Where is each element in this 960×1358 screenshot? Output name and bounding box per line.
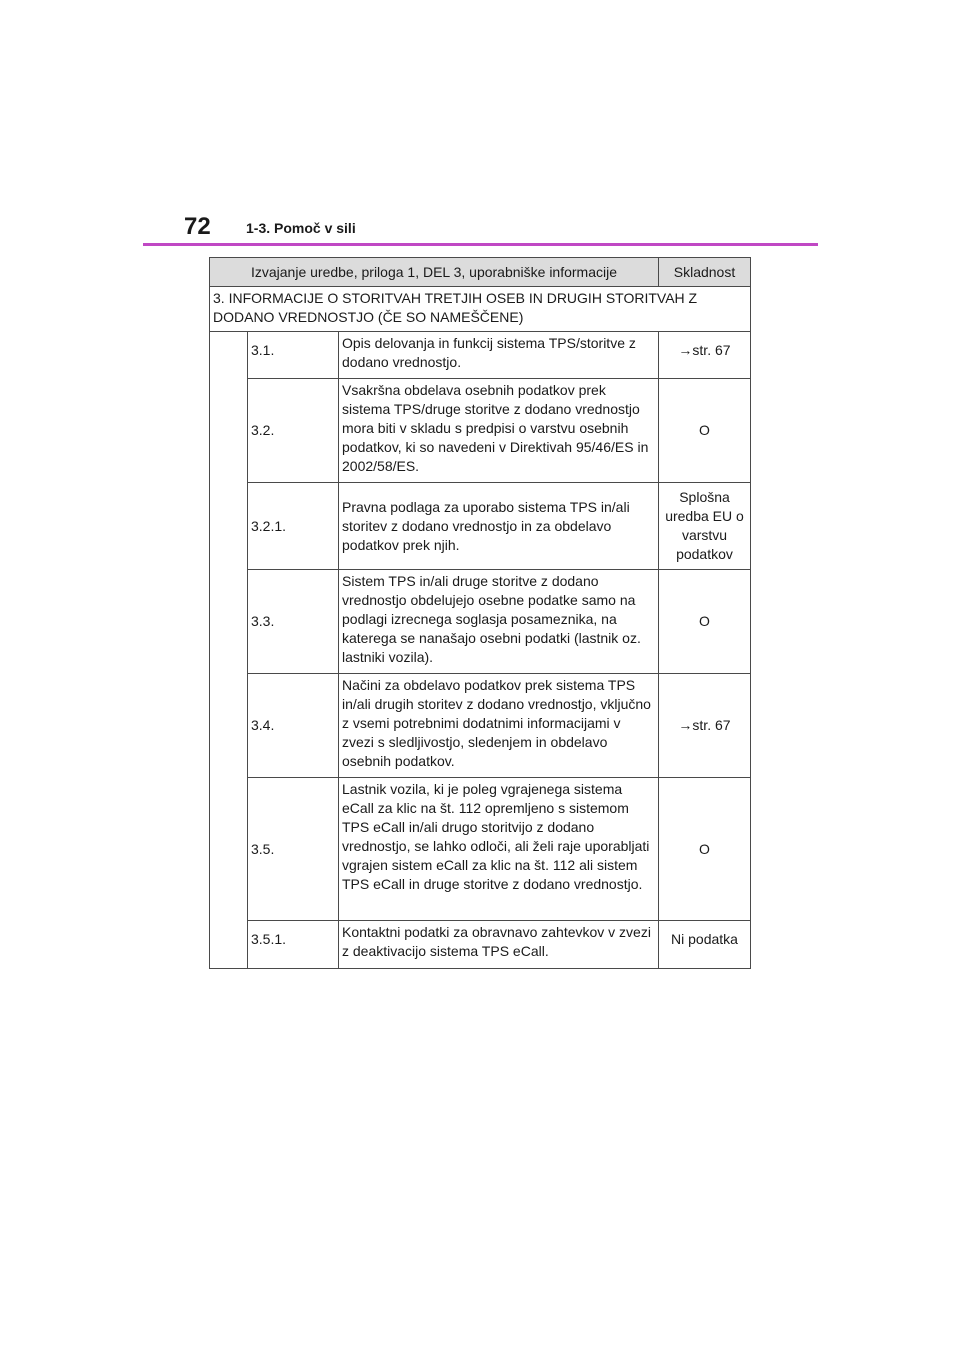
table-row <box>210 483 751 570</box>
row-number: 3.1. <box>248 332 339 379</box>
header-divider <box>143 243 818 246</box>
row-compliance: O <box>659 379 751 483</box>
section-heading: 3. INFORMACIJE O STORITVAH TRETJIH OSEB IN DRUGIH STORITVAH Z DODANO VREDNOSTJO (ČE SO NAMEŠČENE) <box>210 287 751 332</box>
row-compliance: →str. 67 <box>659 674 751 778</box>
table-row <box>210 921 751 969</box>
page-number: 72 <box>184 213 211 240</box>
table-row <box>210 778 751 921</box>
row-description: Pravna podlaga za uporabo sistema TPS in/ali storitev z dodano vrednostjo in za obdelavo podatkov prek njih. <box>339 483 659 570</box>
row-compliance: →str. 67 <box>659 332 751 379</box>
row-description: Sistem TPS in/ali druge storitve z dodano vrednostjo obdelujejo osebne podatke samo na podlagi izrecnega soglasja posameznika, na katerega se nanašajo osebni podatki (lastnik oz. lastniki vozila). <box>339 570 659 674</box>
section-heading-row <box>210 287 751 332</box>
table-header-row <box>210 258 751 287</box>
row-number: 3.4. <box>248 674 339 778</box>
indent-cell <box>210 332 248 969</box>
row-number: 3.5. <box>248 778 339 921</box>
column-header-compliance: Skladnost <box>659 258 751 287</box>
row-number: 3.2. <box>248 379 339 483</box>
row-compliance: O <box>659 778 751 921</box>
row-number: 3.2.1. <box>248 483 339 570</box>
table-row <box>210 674 751 778</box>
row-description: Vsakršna obdelava osebnih podatkov prek sistema TPS/druge storitve z dodano vrednostjo mora biti v skladu s predpisi o varstvu osebnih podatkov, ki so navedeni v Direktivah 95/46/ES in 2002/58/ES. <box>339 379 659 483</box>
row-number: 3.5.1. <box>248 921 339 969</box>
row-description: Načini za obdelavo podatkov prek sistema TPS in/ali drugih storitev z dodano vrednostjo, vključno z vsemi potrebnimi dodatnimi informacijami v zvezi s sledljivostjo, sledenjem in obdelavo osebnih podatkov. <box>339 674 659 778</box>
table-row <box>210 332 751 379</box>
table-row <box>210 379 751 483</box>
section-title: 1-3. Pomoč v sili <box>246 220 356 236</box>
column-header-implementation: Izvajanje uredbe, priloga 1, DEL 3, uporabniške informacije <box>210 258 659 287</box>
row-compliance: O <box>659 570 751 674</box>
row-description: Opis delovanja in funkcij sistema TPS/storitve z dodano vrednostjo. <box>339 332 659 379</box>
row-description: Kontaktni podatki za obravnavo zahtevkov v zvezi z deaktivacijo sistema TPS eCall. <box>339 921 659 969</box>
table-row <box>210 570 751 674</box>
row-number: 3.3. <box>248 570 339 674</box>
row-compliance: Ni podatka <box>659 921 751 969</box>
user-information-table <box>209 257 751 969</box>
row-description: Lastnik vozila, ki je poleg vgrajenega sistema eCall za klic na št. 112 opremljeno s sistemom TPS eCall in/ali drugo storitvijo z dodano vrednostjo, se lahko odloči, ali želi raje uporabljati vgrajen sistem eCall za klic na št. 112 ali sistem TPS eCall in druge storitve z dodano vrednostjo. <box>339 778 659 921</box>
row-compliance: Splošna uredba EU o varstvu podatkov <box>659 483 751 570</box>
